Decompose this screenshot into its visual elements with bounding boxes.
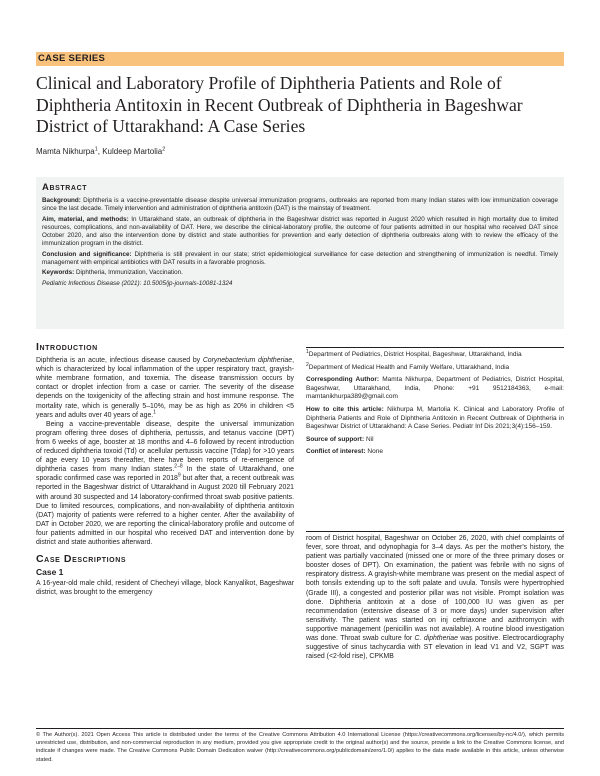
cite-label: How to cite this article: (306, 405, 384, 413)
abstract-aim (42, 216, 558, 249)
abstract-conclusion-label: Conclusion and significance: (42, 250, 132, 258)
intro-text: In the state of Uttarakhand, one sporadic confirmed case was reported in 2018 (36, 466, 294, 483)
intro-text: , which is characterized by local inflammation of the upper respiratory tract, grayish-white membrane formation, and toxemia. The disease transmission occurs by contact or droplet infection from a case or carrier. The severity of the disease depends on the toxigenicity of the affecting strain and host immune response. The mortality rate, which is generally 5–10%, may be as high as 20% in children <5 years and adults over 40 years of age. (36, 357, 295, 419)
conflict-text: None (365, 448, 383, 456)
reference-mark: 2–8 (174, 463, 183, 470)
corresponding-label: Corresponding Author: (306, 376, 380, 384)
how-to-cite (306, 406, 564, 432)
conflict-of-interest (306, 448, 564, 457)
reference-mark: 9 (177, 473, 181, 480)
abstract-aim-text: In Uttarakhand state, an outbreak of diphtheria in the Bageshwar district was reported in August 2020 which resulted in high mortality due to limited resources, complications, and non-availability of DAT. Here, we describe the clinical-laboratory profile, the outcome of four patients admitted in our hospital who received DAT since October 2020, and also the intervention done by district and state authorities for prevention and early detection of diphtheria outbreaks along with to review the efficacy of the immunization program in the district. (42, 215, 558, 248)
author-name: Kuldeep Martolia (102, 147, 163, 156)
abstract-conclusion (42, 251, 558, 268)
intro-text: but after that, a recent outbreak was reported in the Bageshwar district of Uttarakhand in August 2020 till February 2021 with around 30 suspected and 14 laboratory-confirmed throat swab positive patients. Due to limited resources, complications, and non-availability of diphtheria antitoxin (DAT) majority of patients were referred to a higher center. After the availability of DAT in October 2020, we are reporting the clinical-laboratory profile and outcome of four patients admitted in our hospital who received DAT and intervention done by district and state authorities afterward. (36, 475, 294, 546)
intro-text: Diphtheria is an acute, infectious disease caused by (36, 357, 203, 365)
abstract-keywords-text: Diphtheria, Immunization, Vaccination. (75, 269, 183, 277)
affiliation-1 (306, 348, 564, 360)
affiliation-text: Department of Medical Health and Family Welfare, Uttarakhand, India (308, 363, 510, 371)
abstract-aim-label: Aim, material, and methods: (42, 215, 129, 223)
case-text: was positive. Electrocardiography suggestive of sinus tachycardia with ST elevation in lead V1 and V2, SGPT was raised (<2-fold rise), CPKMB (306, 635, 564, 661)
license-footer: © The Author(s). 2021 Open Access This article is distributed under the terms of the Creative Commons Attribution 4.0 International License (https://creativecommons.org/licenses/by-nc/4.0/), which permits unrestricted use, distribution, and non-commercial reproduction in any medium, provided you give appropriate credit to the original author(s) and the source, provide a link to the Creative Commons license, and indicate if changes were made. The Creative Commons Public Domain Dedication waiver (http://creativecommons.org/publicdomain/zero/1.0/) applies to the data made available in this article, unless otherwise stated. (36, 732, 564, 763)
case-heading: Case Descriptions (36, 553, 127, 566)
abstract-conclusion-text: Diphtheria is still prevalent in our state; strict epidemiological surveillance for case detection and strengthening of immunization is needful. Timely management with empirical antibiotics with DAT results in a favorable prognosis. (42, 250, 559, 267)
abstract-citation: Pediatric Infectious Disease (2021): 10.5005/jp-journals-10081-1324 (42, 279, 233, 287)
author-name: Mamta Nikhurpa (36, 147, 95, 156)
author-affiliation-mark: 1 (94, 146, 98, 153)
affiliation-mark: 2 (306, 361, 309, 368)
source-of-support (306, 436, 564, 445)
abstract-box (36, 177, 564, 329)
abstract-heading: Abstract (42, 182, 88, 193)
abstract-background-text: Diphtheria is a vaccine-preventable disease despite universal immunization programs, outbreaks are reported from many Indian states with low immunization coverage since the last decade. Timely intervention and administration of diphtheria antitoxin (DAT) is the mainstay of treatment. (42, 197, 558, 213)
organism-name: Corynebacterium diphtheriae (202, 357, 293, 365)
conflict-label: Conflict of interest: (306, 448, 366, 456)
intro-paragraph-2 (36, 420, 294, 547)
abstract-keywords-label: Keywords: (42, 269, 75, 277)
affiliation-text: Department of Pediatrics, District Hospital, Bageshwar, Uttarakhand, India (308, 351, 522, 358)
left-column (36, 343, 294, 597)
corresponding-text: Mamta Nikhurpa, Department of Pediatrics, District Hospital, Bageshwar, Uttarakhand, India, Phone: +91 9512184363, e-mail: mamtanikhurpa389@gmail.com (306, 376, 564, 401)
case-paragraph: A 16-year-old male child, resident of Checheyi village, block Kanyalikot, Bageshwar district, was brought to the emergency (36, 580, 294, 597)
affiliation-bottom-rule (306, 531, 564, 532)
author-separator: , (97, 147, 103, 156)
affiliation-2 (306, 361, 564, 373)
right-column-case (306, 534, 564, 661)
affiliation-mark: 1 (306, 348, 309, 355)
intro-text: Being a vaccine-preventable disease, despite the universal immunization program offering three doses of diphtheria, pertussis, and tetanus vaccine (DPT) from 6 weeks of age, booster at 18 months and 4–6 followed by recent introduction of reduced diphtheria toxoid (Td) or acellular pertussis vaccine (Tdap) for >10 years of age every 10 years thereafter, there have been reports of re-emergence of diphtheria cases from many Indian states. (36, 420, 294, 474)
case-subheading: Case 1 (36, 567, 64, 578)
section-tag-bar (36, 52, 564, 66)
support-label: Source of support: (306, 435, 365, 443)
abstract-background (42, 197, 558, 214)
organism-name: C. diphtheriae (414, 635, 458, 643)
corresponding-author (306, 376, 564, 402)
affiliation-top-rule (306, 347, 564, 348)
affiliations-block (306, 348, 564, 461)
reference-mark: 1 (153, 409, 156, 416)
intro-paragraph-1 (36, 356, 294, 420)
article-title: Clinical and Laboratory Profile of Diphtheria Patients and Role of Diphtheria Antitoxin in Recent Outbreak of Diphtheria in Bageshwar District of Uttarakhand: A Case Series (36, 73, 523, 136)
section-tag: CASE SERIES (38, 53, 106, 64)
cite-text: Nikhurpa M, Martolia K. Clinical and Laboratory Profile of Diphtheria Patients and Role of Diphtheria Antitoxin in Recent Outbreak of Diphtheria in Bageshwar District of Uttarakhand: A Case Series. Pediatr Inf Dis 2021;3(4):156–159. (306, 405, 564, 431)
case-continuation (306, 534, 564, 661)
support-text: Nil (364, 435, 374, 443)
case-text: room of District hospital, Bageshwar on October 26, 2020, with chief complaints of fever, sore throat, and odynophagia for 3–4 days. As per the mother's history, the patient was partially vaccinated (missed one or more of the three primary doses or booster doses of DPT). On examination, the patient was febrile with no signs of respiratory distress. A grayish-white membrane was present on the medial aspect of both tonsils extending up to the soft palate and uvula. Tonsils were hypertrophied (Grade III), a congested and posterior pillar was not visible. Prompt isolation was done. Diphtheria antitoxin at a dose of 100,000 IU was given as per recommendation (extensive disease of 3 or more days) under supervision after sensitivity. The patient was started on inj ceftriaxone and azithromycin with supportive management (penicillin was not available). A routine blood investigation was done. Throat swab culture for (306, 535, 564, 643)
abstract-keywords (42, 269, 558, 277)
author-list (36, 147, 165, 156)
abstract-background-label: Background: (42, 197, 81, 204)
footer-rule (36, 728, 564, 729)
author-affiliation-mark: 2 (162, 146, 166, 153)
intro-heading: Introduction (36, 341, 98, 353)
